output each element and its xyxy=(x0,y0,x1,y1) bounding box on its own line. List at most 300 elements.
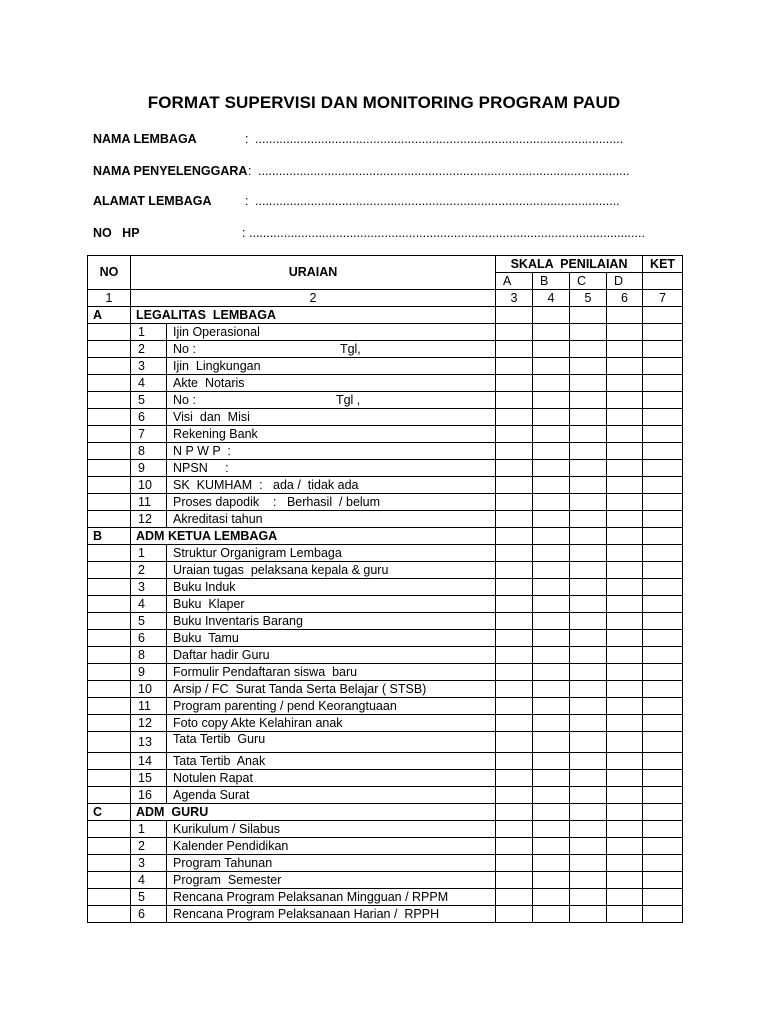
item-row xyxy=(88,630,683,647)
ket-cell[interactable] xyxy=(643,889,683,906)
score-cell[interactable] xyxy=(533,426,570,443)
ket-cell[interactable] xyxy=(643,460,683,477)
item-description xyxy=(167,511,496,528)
score-cell[interactable] xyxy=(570,511,607,528)
item-blank-cell xyxy=(88,375,131,392)
score-cell[interactable] xyxy=(607,545,643,562)
item-text: Buku Tamu xyxy=(173,630,239,645)
score-cell[interactable] xyxy=(570,443,607,460)
item-blank-cell xyxy=(88,715,131,732)
score-cell[interactable] xyxy=(496,460,533,477)
field-dots[interactable]: ......................................................................................................... xyxy=(255,194,620,208)
item-text: Buku Klaper xyxy=(173,596,245,611)
score-cell[interactable] xyxy=(607,392,643,409)
item-text: Rekening Bank xyxy=(173,426,258,441)
score-cell[interactable] xyxy=(533,392,570,409)
item-blank-cell xyxy=(88,494,131,511)
score-cell[interactable] xyxy=(607,804,643,821)
item-description xyxy=(167,681,496,698)
item-blank-cell xyxy=(88,511,131,528)
score-cell[interactable] xyxy=(533,889,570,906)
score-cell[interactable] xyxy=(607,358,643,375)
score-cell[interactable] xyxy=(570,460,607,477)
score-cell[interactable] xyxy=(496,562,533,579)
item-text: Akreditasi tahun xyxy=(173,511,263,526)
item-description xyxy=(167,426,496,443)
score-cell[interactable] xyxy=(570,528,607,545)
score-cell[interactable] xyxy=(607,511,643,528)
score-cell[interactable] xyxy=(533,579,570,596)
item-text: Akte Notaris xyxy=(173,375,245,390)
item-description xyxy=(167,494,496,511)
field-dots[interactable]: .................................................................................................................. xyxy=(249,226,645,240)
field-separator: : xyxy=(248,164,252,178)
score-cell[interactable] xyxy=(533,647,570,664)
score-cell[interactable] xyxy=(570,804,607,821)
item-blank-cell xyxy=(88,732,131,753)
score-cell[interactable] xyxy=(496,341,533,358)
field-separator: : xyxy=(245,194,249,208)
item-blank-cell xyxy=(88,426,131,443)
score-cell[interactable] xyxy=(496,647,533,664)
score-cell[interactable] xyxy=(533,477,570,494)
score-cell[interactable] xyxy=(533,409,570,426)
item-number: 12 xyxy=(131,511,167,528)
score-cell[interactable] xyxy=(533,872,570,889)
item-text: Buku Inventaris Barang xyxy=(173,613,303,628)
score-cell[interactable] xyxy=(570,838,607,855)
score-cell[interactable] xyxy=(533,307,570,324)
item-row xyxy=(88,647,683,664)
item-blank-cell xyxy=(88,838,131,855)
score-cell[interactable] xyxy=(496,732,533,753)
item-number: 5 xyxy=(131,392,167,409)
score-cell[interactable] xyxy=(533,545,570,562)
item-number: 4 xyxy=(131,872,167,889)
header-skala-text: SKALA PENILAIAN xyxy=(510,256,628,271)
supervision-table xyxy=(87,255,683,923)
item-row xyxy=(88,579,683,596)
ket-cell[interactable] xyxy=(643,821,683,838)
score-cell[interactable] xyxy=(607,906,643,923)
field-label: NAMA LEMBAGA xyxy=(93,132,197,146)
ket-cell[interactable] xyxy=(643,681,683,698)
score-cell[interactable] xyxy=(570,545,607,562)
ket-cell[interactable] xyxy=(643,341,683,358)
ket-cell[interactable] xyxy=(643,872,683,889)
item-description xyxy=(167,613,496,630)
ket-cell[interactable] xyxy=(643,443,683,460)
ket-cell[interactable] xyxy=(643,770,683,787)
score-cell[interactable] xyxy=(496,494,533,511)
item-number: 6 xyxy=(131,906,167,923)
item-description xyxy=(167,477,496,494)
score-cell[interactable] xyxy=(533,341,570,358)
item-number: 11 xyxy=(131,494,167,511)
item-number: 5 xyxy=(131,613,167,630)
item-row xyxy=(88,613,683,630)
ket-cell[interactable] xyxy=(643,324,683,341)
score-cell[interactable] xyxy=(570,477,607,494)
score-cell[interactable] xyxy=(533,770,570,787)
score-cell[interactable] xyxy=(533,324,570,341)
item-text: Notulen Rapat xyxy=(173,770,253,785)
score-cell[interactable] xyxy=(533,698,570,715)
ket-cell[interactable] xyxy=(643,307,683,324)
score-cell[interactable] xyxy=(607,647,643,664)
section-title: LEGALITAS LEMBAGA xyxy=(131,307,496,324)
score-cell[interactable] xyxy=(496,838,533,855)
item-blank-cell xyxy=(88,477,131,494)
score-cell[interactable] xyxy=(570,613,607,630)
item-number: 1 xyxy=(131,821,167,838)
item-row xyxy=(88,855,683,872)
score-cell[interactable] xyxy=(607,855,643,872)
score-cell[interactable] xyxy=(570,562,607,579)
score-cell[interactable] xyxy=(496,511,533,528)
score-cell[interactable] xyxy=(496,375,533,392)
score-cell[interactable] xyxy=(533,821,570,838)
item-row xyxy=(88,821,683,838)
score-cell[interactable] xyxy=(533,511,570,528)
score-cell[interactable] xyxy=(533,460,570,477)
section-code: C xyxy=(88,804,131,821)
score-cell[interactable] xyxy=(496,579,533,596)
score-cell[interactable] xyxy=(570,715,607,732)
ket-cell[interactable] xyxy=(643,664,683,681)
field-no-hp xyxy=(93,226,645,240)
score-cell[interactable] xyxy=(570,494,607,511)
score-cell[interactable] xyxy=(570,855,607,872)
score-cell[interactable] xyxy=(607,375,643,392)
score-cell[interactable] xyxy=(607,732,643,753)
score-cell[interactable] xyxy=(533,375,570,392)
ket-cell[interactable] xyxy=(643,647,683,664)
ket-cell[interactable] xyxy=(643,906,683,923)
score-cell[interactable] xyxy=(533,715,570,732)
item-text: SK KUMHAM : ada / tidak ada xyxy=(173,477,359,492)
score-cell[interactable] xyxy=(607,715,643,732)
ket-cell[interactable] xyxy=(643,596,683,613)
item-date-label: Tgl, xyxy=(339,341,361,356)
ket-cell[interactable] xyxy=(643,804,683,821)
item-text: Uraian tugas pelaksana kepala & guru xyxy=(173,562,389,577)
score-cell[interactable] xyxy=(496,804,533,821)
column-number: 1 xyxy=(88,290,131,307)
score-cell[interactable] xyxy=(533,358,570,375)
item-description xyxy=(167,409,496,426)
score-cell[interactable] xyxy=(533,855,570,872)
score-cell[interactable] xyxy=(607,872,643,889)
item-text: Formulir Pendaftaran siswa baru xyxy=(173,664,358,679)
item-row xyxy=(88,545,683,562)
ket-cell[interactable] xyxy=(643,753,683,770)
section-code: A xyxy=(88,307,131,324)
score-cell[interactable] xyxy=(570,426,607,443)
score-cell[interactable] xyxy=(607,307,643,324)
item-row xyxy=(88,511,683,528)
item-blank-cell xyxy=(88,630,131,647)
ket-cell[interactable] xyxy=(643,787,683,804)
score-cell[interactable] xyxy=(496,596,533,613)
item-row xyxy=(88,681,683,698)
item-text: Ijin Lingkungan xyxy=(173,358,261,373)
item-number: 4 xyxy=(131,375,167,392)
ket-cell[interactable] xyxy=(643,579,683,596)
score-cell[interactable] xyxy=(607,528,643,545)
score-cell[interactable] xyxy=(570,681,607,698)
score-cell[interactable] xyxy=(496,528,533,545)
score-cell[interactable] xyxy=(607,324,643,341)
score-cell[interactable] xyxy=(607,460,643,477)
item-description xyxy=(167,787,496,804)
item-description xyxy=(167,838,496,855)
item-text: Rencana Program Pelaksanan Mingguan / RPPM xyxy=(173,889,449,904)
ket-cell[interactable] xyxy=(643,392,683,409)
field-label: NO HP xyxy=(93,226,140,240)
score-cell[interactable] xyxy=(607,579,643,596)
score-cell[interactable] xyxy=(570,358,607,375)
score-cell[interactable] xyxy=(496,630,533,647)
ket-cell[interactable] xyxy=(643,630,683,647)
score-cell[interactable] xyxy=(607,821,643,838)
score-cell[interactable] xyxy=(496,906,533,923)
item-blank-cell xyxy=(88,698,131,715)
header-grade-d: D xyxy=(607,273,643,290)
item-description xyxy=(167,889,496,906)
item-row xyxy=(88,872,683,889)
score-cell[interactable] xyxy=(570,872,607,889)
item-description xyxy=(167,647,496,664)
item-text: Program Semester xyxy=(173,872,282,887)
score-cell[interactable] xyxy=(496,872,533,889)
score-cell[interactable] xyxy=(533,838,570,855)
score-cell[interactable] xyxy=(496,715,533,732)
ket-cell[interactable] xyxy=(643,511,683,528)
item-text: Kalender Pendidikan xyxy=(173,838,289,853)
score-cell[interactable] xyxy=(496,664,533,681)
score-cell[interactable] xyxy=(496,855,533,872)
score-cell[interactable] xyxy=(607,753,643,770)
score-cell[interactable] xyxy=(570,906,607,923)
item-blank-cell xyxy=(88,324,131,341)
item-description xyxy=(167,443,496,460)
item-row xyxy=(88,426,683,443)
item-blank-cell xyxy=(88,872,131,889)
score-cell[interactable] xyxy=(496,787,533,804)
item-number: 10 xyxy=(131,681,167,698)
item-description xyxy=(167,341,496,358)
item-number: 7 xyxy=(131,426,167,443)
score-cell[interactable] xyxy=(496,613,533,630)
item-text: Struktur Organigram Lembaga xyxy=(173,545,342,560)
score-cell[interactable] xyxy=(570,770,607,787)
score-cell[interactable] xyxy=(496,753,533,770)
item-text: No : xyxy=(173,392,196,407)
score-cell[interactable] xyxy=(607,341,643,358)
item-row xyxy=(88,324,683,341)
score-cell[interactable] xyxy=(607,770,643,787)
item-text: Program Tahunan xyxy=(173,855,273,870)
item-number: 2 xyxy=(131,838,167,855)
score-cell[interactable] xyxy=(533,630,570,647)
score-cell[interactable] xyxy=(607,664,643,681)
item-blank-cell xyxy=(88,753,131,770)
score-cell[interactable] xyxy=(607,630,643,647)
item-number: 2 xyxy=(131,341,167,358)
ket-cell[interactable] xyxy=(643,528,683,545)
score-cell[interactable] xyxy=(607,787,643,804)
field-dots[interactable]: ........................................................................................................... xyxy=(258,164,630,178)
score-cell[interactable] xyxy=(533,528,570,545)
item-blank-cell xyxy=(88,392,131,409)
score-cell[interactable] xyxy=(496,681,533,698)
item-row xyxy=(88,698,683,715)
ket-cell[interactable] xyxy=(643,426,683,443)
score-cell[interactable] xyxy=(570,579,607,596)
score-cell[interactable] xyxy=(533,562,570,579)
header-uraian: URAIAN xyxy=(131,256,496,290)
item-text: N P W P : xyxy=(173,443,231,458)
score-cell[interactable] xyxy=(570,664,607,681)
score-cell[interactable] xyxy=(533,681,570,698)
score-cell[interactable] xyxy=(570,698,607,715)
header-ket: KET xyxy=(643,256,683,273)
score-cell[interactable] xyxy=(570,732,607,753)
score-cell[interactable] xyxy=(533,804,570,821)
ket-cell[interactable] xyxy=(643,494,683,511)
item-row xyxy=(88,838,683,855)
score-cell[interactable] xyxy=(496,409,533,426)
field-dots[interactable]: .......................................................................................................... xyxy=(255,132,624,146)
score-cell[interactable] xyxy=(607,889,643,906)
score-cell[interactable] xyxy=(533,613,570,630)
score-cell[interactable] xyxy=(570,889,607,906)
score-cell[interactable] xyxy=(496,426,533,443)
ket-cell[interactable] xyxy=(643,855,683,872)
item-blank-cell xyxy=(88,460,131,477)
header-no: NO xyxy=(88,256,131,290)
ket-cell[interactable] xyxy=(643,545,683,562)
score-cell[interactable] xyxy=(533,753,570,770)
score-cell[interactable] xyxy=(607,494,643,511)
score-cell[interactable] xyxy=(570,307,607,324)
item-number: 3 xyxy=(131,579,167,596)
score-cell[interactable] xyxy=(496,545,533,562)
score-cell[interactable] xyxy=(607,477,643,494)
header-skala-penilaian xyxy=(496,256,643,273)
score-cell[interactable] xyxy=(533,732,570,753)
ket-cell[interactable] xyxy=(643,838,683,855)
score-cell[interactable] xyxy=(496,698,533,715)
section-title: ADM GURU xyxy=(131,804,496,821)
score-cell[interactable] xyxy=(533,787,570,804)
item-blank-cell xyxy=(88,545,131,562)
score-cell[interactable] xyxy=(607,409,643,426)
header-grade-c: C xyxy=(570,273,607,290)
ket-cell[interactable] xyxy=(643,715,683,732)
score-cell[interactable] xyxy=(607,562,643,579)
score-cell[interactable] xyxy=(570,409,607,426)
item-text: Visi dan Misi xyxy=(173,409,250,424)
item-description xyxy=(167,562,496,579)
ket-cell[interactable] xyxy=(643,409,683,426)
item-description xyxy=(167,753,496,770)
score-cell[interactable] xyxy=(607,613,643,630)
ket-cell[interactable] xyxy=(643,698,683,715)
score-cell[interactable] xyxy=(533,664,570,681)
document-title: FORMAT SUPERVISI DAN MONITORING PROGRAM PAUD xyxy=(147,93,621,112)
item-number: 16 xyxy=(131,787,167,804)
score-cell[interactable] xyxy=(533,443,570,460)
item-row xyxy=(88,375,683,392)
score-cell[interactable] xyxy=(570,375,607,392)
score-cell[interactable] xyxy=(570,647,607,664)
ket-cell[interactable] xyxy=(643,613,683,630)
score-cell[interactable] xyxy=(607,443,643,460)
score-cell[interactable] xyxy=(607,426,643,443)
item-blank-cell xyxy=(88,889,131,906)
score-cell[interactable] xyxy=(533,906,570,923)
ket-cell[interactable] xyxy=(643,375,683,392)
ket-cell[interactable] xyxy=(643,358,683,375)
score-cell[interactable] xyxy=(533,596,570,613)
item-description xyxy=(167,698,496,715)
score-cell[interactable] xyxy=(496,477,533,494)
score-cell[interactable] xyxy=(570,596,607,613)
score-cell[interactable] xyxy=(570,630,607,647)
score-cell[interactable] xyxy=(496,443,533,460)
section-row xyxy=(88,528,683,545)
ket-cell[interactable] xyxy=(643,562,683,579)
score-cell[interactable] xyxy=(496,392,533,409)
score-cell[interactable] xyxy=(496,307,533,324)
score-cell[interactable] xyxy=(570,787,607,804)
item-text: Agenda Surat xyxy=(173,787,250,802)
item-text: Rencana Program Pelaksanaan Harian / RPPH xyxy=(173,906,440,921)
score-cell[interactable] xyxy=(570,821,607,838)
section-title: ADM KETUA LEMBAGA xyxy=(131,528,496,545)
score-cell[interactable] xyxy=(496,358,533,375)
item-text: Kurikulum / Silabus xyxy=(173,821,280,836)
score-cell[interactable] xyxy=(496,324,533,341)
score-cell[interactable] xyxy=(607,698,643,715)
item-blank-cell xyxy=(88,821,131,838)
score-cell[interactable] xyxy=(607,596,643,613)
score-cell[interactable] xyxy=(533,494,570,511)
ket-cell[interactable] xyxy=(643,477,683,494)
score-cell[interactable] xyxy=(607,838,643,855)
ket-cell[interactable] xyxy=(643,732,683,753)
score-cell[interactable] xyxy=(496,889,533,906)
score-cell[interactable] xyxy=(570,324,607,341)
score-cell[interactable] xyxy=(496,821,533,838)
item-description xyxy=(167,872,496,889)
score-cell[interactable] xyxy=(570,392,607,409)
field-alamat-lembaga xyxy=(93,194,620,208)
item-description xyxy=(167,579,496,596)
item-row xyxy=(88,443,683,460)
item-description xyxy=(167,375,496,392)
item-number: 1 xyxy=(131,545,167,562)
score-cell[interactable] xyxy=(570,341,607,358)
item-number: 9 xyxy=(131,460,167,477)
score-cell[interactable] xyxy=(607,681,643,698)
score-cell[interactable] xyxy=(570,753,607,770)
item-description xyxy=(167,460,496,477)
item-number: 3 xyxy=(131,855,167,872)
score-cell[interactable] xyxy=(496,770,533,787)
